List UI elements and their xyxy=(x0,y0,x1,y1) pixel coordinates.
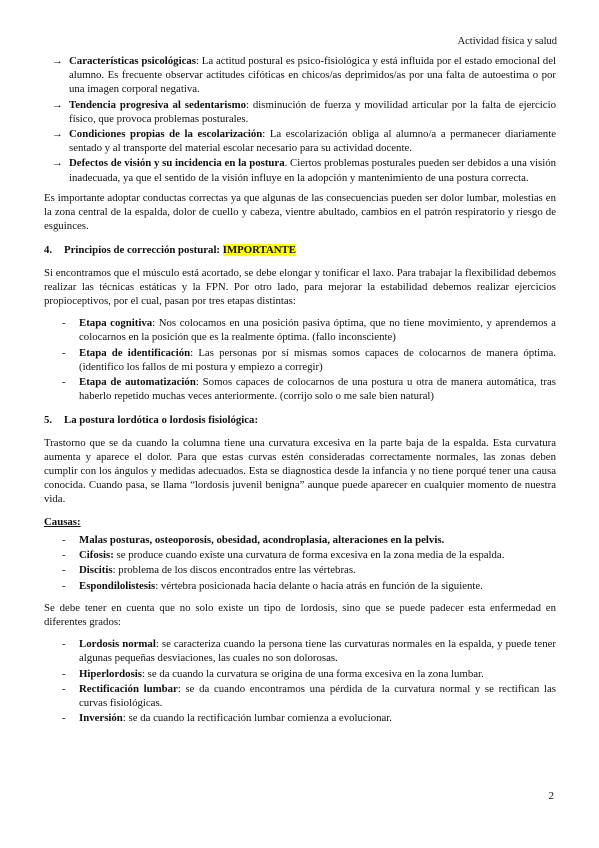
list-item-text: : disminución de fuerza y movilidad articular por la falta de ejercicio físico, que provoca problemas posturales. xyxy=(69,98,556,125)
list-item-text: : La escolarización obliga al alumno/a a permanecer diariamente sentado y al transporte del material escolar necesario para su actividad docente. xyxy=(69,128,556,155)
dash-bullet: - xyxy=(62,346,66,359)
list-item-term: Malas posturas, osteoporosis, obesidad, acondroplasia, alteraciones en la pelvis. xyxy=(79,533,445,546)
arrow-icon: → xyxy=(52,98,63,111)
list-item-text: : se da cuando la rectificación lumbar comienza a evolucionar. xyxy=(122,712,392,725)
list-item-term: Etapa de automatización xyxy=(79,376,196,389)
list-item-term: Etapa de identificación xyxy=(79,346,191,359)
section-5-paragraph: Trastorno que se da cuando la columna tiene una curvatura excesiva en la parte baja de la espalda. Esta curvatura aumenta y aparece el dolor. Para que estas curvas estén consideradas correctamente normales, las zonas deben cumplir con los ángulos y medidas adecuados. Esta se diagnostica desde la infancia y no tiene porqué tener una causa conocida. Cuando pasa, se llama “lordosis juvenil benigna” aunque puede aparecer en cualquier momento de nuestra vida. xyxy=(44,436,556,506)
intro-paragraph: Es importante adoptar conductas correctas ya que algunas de las consecuencias pueden ser dolor lumbar, molestias en la zona central de la espalda, dolor de cuello y cabeza, vientre abultado, cambios en el patrón respiratorio y riesgo de esguinces. xyxy=(44,191,556,233)
list-item-term: Lordosis normal xyxy=(79,638,156,651)
dash-bullet: - xyxy=(62,376,66,389)
section-4-title xyxy=(44,243,556,257)
dash-bullet: - xyxy=(62,638,66,651)
section-number: 4. xyxy=(44,244,53,257)
list-item xyxy=(44,548,556,562)
section-number: 5. xyxy=(44,414,53,427)
section-title-text: La postura lordótica o lordosis fisiológica: xyxy=(64,414,259,427)
list-item xyxy=(44,316,556,344)
list-item xyxy=(44,533,556,547)
dash-bullet: - xyxy=(62,533,66,546)
list-item xyxy=(44,375,556,403)
list-item xyxy=(44,711,556,725)
arrow-icon: → xyxy=(52,157,63,170)
running-header: Actividad física y salud xyxy=(457,36,557,47)
list-item xyxy=(44,98,556,126)
section-title-text: Principios de corrección postural: xyxy=(64,244,221,257)
arrow-icon: → xyxy=(52,55,63,67)
dash-bullet: - xyxy=(62,317,66,330)
list-item-text: : problema de los discos encontrados entre las vértebras. xyxy=(112,564,356,577)
dash-bullet: - xyxy=(62,667,66,680)
list-item-text: : Nos colocamos en una posición pasiva óptima, que no tiene movimiento, y aprendemos a colocarnos en la posición que es la realmente óptima. (fallo inconsciente) xyxy=(79,317,556,344)
causes-title: Causas: xyxy=(44,515,81,528)
list-item-text: : Somos capaces de colocarnos de una postura u otra de manera automática, tras haberlo repetido muchas veces anteriormente. (corrijo solo o me sale bien natural) xyxy=(79,376,556,403)
list-item xyxy=(44,667,556,681)
list-item xyxy=(44,346,556,374)
list-item xyxy=(44,156,556,184)
list-item-term: Defectos de visión y su incidencia en la postura xyxy=(69,157,285,170)
intro-arrow-list xyxy=(44,54,556,185)
list-item xyxy=(44,637,556,665)
list-item xyxy=(44,682,556,710)
important-highlight: IMPORTANTE xyxy=(222,244,296,257)
arrow-icon: → xyxy=(52,128,63,141)
dash-bullet: - xyxy=(62,712,66,725)
list-item-text: : se da cuando la curvatura se origina de una forma excesiva en la zona lumbar. xyxy=(141,667,484,680)
list-item-text: . Ciertos problemas posturales pueden ser debidos a una visión inadecuada, ya que el sentido de la visión influye en la adopción y mantenimiento de una postura correcta. xyxy=(69,157,556,184)
stages-list xyxy=(44,316,556,403)
list-item-term: Etapa cognitiva xyxy=(79,317,153,330)
list-item-text: : se da cuando encontramos una pérdida de la curvatura normal y se rectifican las curvas fisiológicas. xyxy=(79,682,556,709)
page-content xyxy=(44,54,556,733)
list-item xyxy=(44,54,556,97)
list-item xyxy=(44,579,556,593)
degrees-paragraph: Se debe tener en cuenta que no solo existe un tipo de lordosis, sino que se puede padecer esta enfermedad en diferentes grados: xyxy=(44,601,556,628)
dash-bullet: - xyxy=(62,564,66,577)
list-item-text: : se caracteriza cuando la persona tiene las curvaturas normales en la espalda, y puede tener algunas pequeñas desviaciones, las cuales no son dolorosas. xyxy=(79,638,556,665)
list-item-term: Discitis xyxy=(79,564,113,577)
list-item-term: Inversión xyxy=(79,712,123,725)
list-item-term: Hiperlordosis xyxy=(79,667,142,680)
list-item-text: : vértebra posicionada hacia delante o hacia atrás en función de la siguiente. xyxy=(155,579,483,592)
list-item-term: Tendencia progresiva al sedentarismo xyxy=(69,98,246,111)
list-item-text: se produce cuando existe una curvatura de forma excesiva en la zona media de la espalda. xyxy=(113,549,505,562)
list-item-text: : Las personas por sí mismas somos capaces de colocarnos de manera óptima. (identifico los fallos de mi postura y empiezo a corregir) xyxy=(79,346,557,373)
list-item-term: Cifosis: xyxy=(79,549,114,562)
dash-bullet: - xyxy=(62,579,66,592)
list-item xyxy=(44,563,556,577)
list-item-term: Espondilolistesis xyxy=(79,579,156,592)
list-item xyxy=(44,127,556,155)
list-item-term: Rectificación lumbar xyxy=(79,682,178,695)
dash-bullet: - xyxy=(62,549,66,562)
dash-bullet: - xyxy=(62,682,66,695)
list-item-term: Características psicológicas xyxy=(69,55,196,67)
list-item-text: : La actitud postural es psico-fisiológica y está influida por el estado emocional del alumno. Es frecuente observar actitudes cifóticas en chicos/as deprimidos/as por una falta de autoestima o por una imagen corporal negativa. xyxy=(69,55,556,96)
section-5-title xyxy=(44,413,556,427)
degrees-list xyxy=(44,637,556,725)
causes-list xyxy=(44,533,556,593)
list-item-term: Condiciones propias de la escolarización xyxy=(69,128,263,141)
page-number: 2 xyxy=(548,790,554,802)
section-4-paragraph: Si encontramos que el músculo está acortado, se debe elongar y tonificar el laxo. Para trabajar la flexibilidad debemos realizar las técnicas estáticas y la FPN. Por otro lado, para mejorar la estabilidad debemos realizar ejercicios propioceptivos, por el cual, pasan por tres etapas distintas: xyxy=(44,266,556,308)
